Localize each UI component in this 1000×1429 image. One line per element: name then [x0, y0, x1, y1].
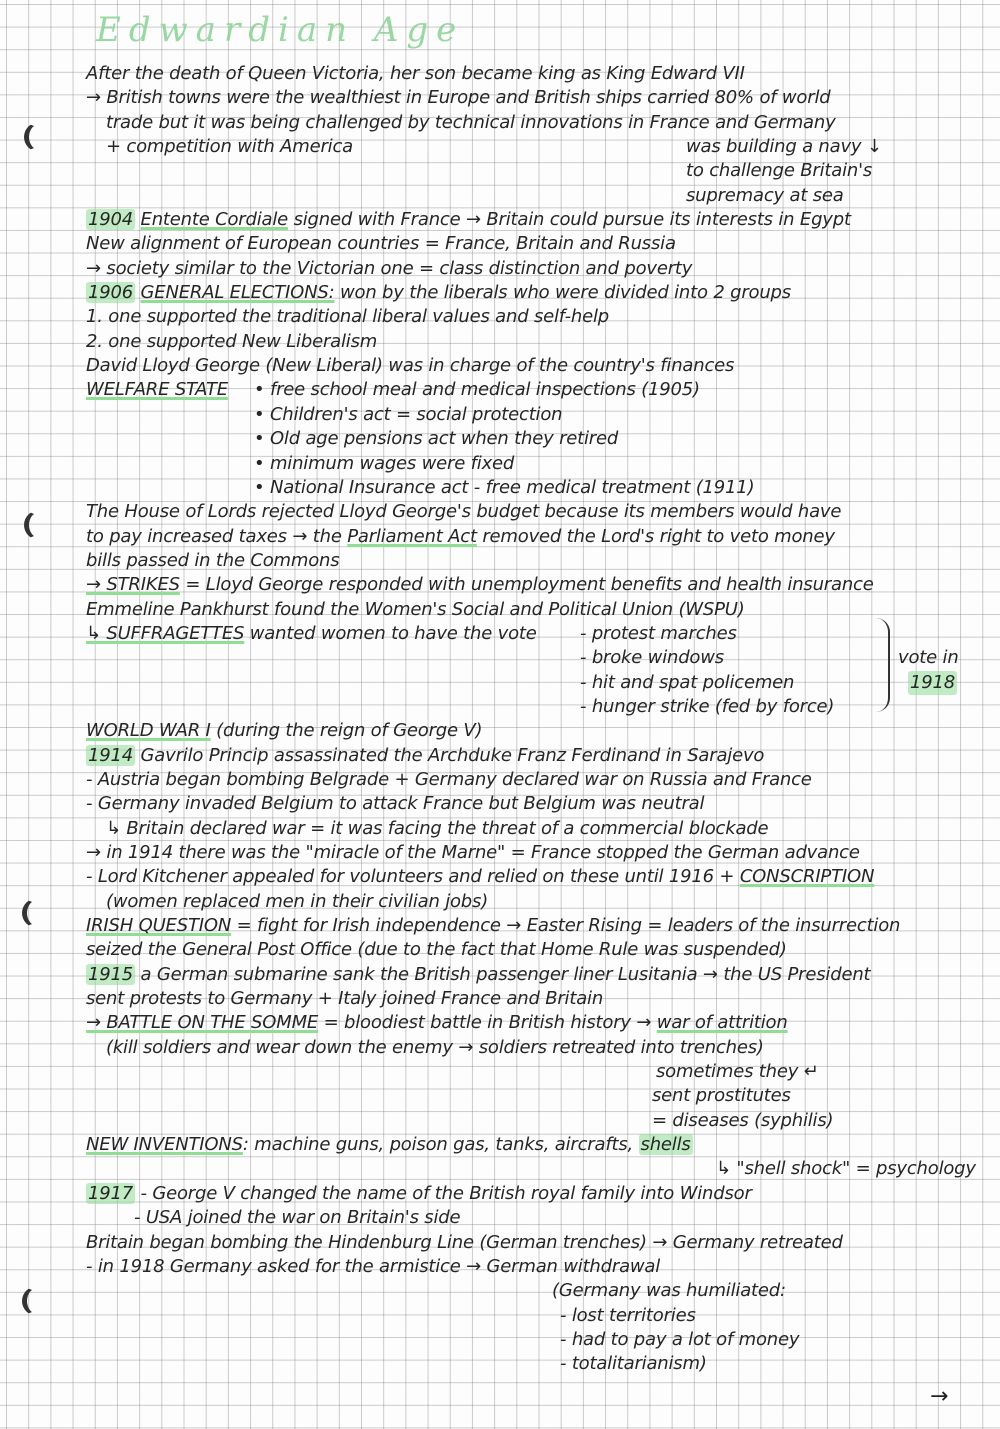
note-line: trade but it was being challenged by technical innovations in France and Germany	[106, 111, 836, 133]
note-text: - Lord Kitchener appealed for volunteers and relied on these until 1916 +	[86, 866, 735, 888]
year-highlight: 1906	[88, 282, 134, 304]
note-line	[86, 622, 986, 646]
note-text: to challenge Britain's	[686, 160, 873, 182]
note-line	[86, 695, 986, 719]
note-line	[86, 1060, 986, 1084]
term-underline: Entente Cordiale	[140, 209, 289, 231]
note-line: → society similar to the Victorian one = class distinction and poverty	[86, 257, 693, 279]
note-line	[86, 963, 986, 987]
term-underline: NEW INVENTIONS	[86, 1134, 243, 1156]
note-text: • free school meal and medical inspections (1905)	[254, 379, 700, 401]
year-highlight: 1914	[88, 744, 134, 766]
note-line	[86, 671, 986, 695]
note-text: - George V changed the name of the British royal family into Windsor	[140, 1182, 752, 1204]
note-text: wanted women to have the vote	[249, 622, 537, 644]
note-text: supremacy at sea	[686, 184, 844, 206]
note-line: (women replaced men in their civilian jobs)	[106, 890, 489, 912]
note-text: • Old age pensions act when they retired	[254, 428, 619, 450]
curly-brace	[874, 618, 890, 712]
note-line	[86, 135, 986, 159]
note-text: - had to pay a lot of money	[560, 1328, 800, 1350]
note-text: sent prostitutes	[652, 1085, 791, 1107]
note-line	[86, 525, 986, 549]
note-line	[86, 573, 986, 597]
note-text: • National Insurance act - free medical treatment (1911)	[254, 476, 755, 498]
note-line	[86, 1157, 986, 1181]
note-line: - USA joined the war on Britain's side	[134, 1207, 461, 1229]
note-line	[86, 744, 986, 768]
note-line: 1. one supported the traditional liberal values and self-help	[86, 306, 610, 328]
note-line	[86, 719, 986, 743]
note-line	[86, 452, 986, 476]
binder-hole-icon	[24, 510, 55, 540]
note-text: = diseases (syphilis)	[652, 1109, 834, 1131]
note-text: removed the Lord's right to veto money	[482, 525, 835, 547]
note-line	[86, 159, 986, 183]
note-line: → in 1914 there was the "miracle of the Marne" = France stopped the German advance	[86, 842, 860, 863]
note-text: = bloodiest battle in British history →	[323, 1012, 652, 1034]
term-underline: ↳ SUFFRAGETTES	[86, 622, 245, 644]
note-line	[86, 1279, 986, 1303]
continue-arrow-icon: →	[930, 1384, 949, 1409]
note-line	[86, 865, 986, 889]
note-text: was building a navy ↓	[686, 136, 882, 158]
note-line	[86, 1328, 986, 1352]
binder-hole-icon	[22, 898, 53, 928]
note-line	[86, 1133, 986, 1157]
notes-body	[86, 62, 986, 1377]
note-text: vote in	[898, 647, 959, 669]
note-text: a German submarine sank the British passenger liner Lusitania → the US President	[140, 963, 871, 985]
term-underline: GENERAL ELECTIONS:	[140, 282, 335, 304]
note-line: 2. one supported New Liberalism	[86, 330, 378, 352]
term-underline: WELFARE STATE	[86, 379, 228, 401]
year-highlight: 1904	[88, 209, 134, 231]
note-text: ↳ "shell shock" = psychology	[716, 1158, 976, 1180]
page-title: Edwardian Age	[96, 10, 465, 50]
note-line	[86, 1084, 986, 1108]
note-line: (kill soldiers and wear down the enemy → soldiers retreated into trenches)	[106, 1036, 764, 1058]
note-text: = fight for Irish independence → Easter Rising = leaders of the insurrection	[236, 915, 901, 937]
year-highlight: 1915	[88, 963, 134, 985]
term-underline: WORLD WAR I	[86, 720, 211, 742]
note-line	[86, 281, 986, 305]
note-text: sometimes they ↵	[656, 1061, 819, 1083]
term-underline: → STRIKES	[86, 574, 180, 596]
note-line	[86, 1109, 986, 1133]
note-text: • Children's act = social protection	[254, 403, 563, 425]
note-text: - hit and spat policemen	[580, 671, 795, 693]
note-line: - Austria began bombing Belgrade + Germany declared war on Russia and France	[86, 768, 812, 790]
year-highlight: 1918	[910, 671, 956, 693]
note-line: seized the General Post Office (due to the fact that Home Rule was suspended)	[86, 939, 787, 961]
note-text: - hunger strike (fed by force)	[580, 695, 835, 717]
binder-holes	[0, 0, 80, 1429]
note-text: signed with France → Britain could pursue its interests in Egypt	[293, 209, 851, 231]
note-line: ↳ Britain declared war = it was facing the threat of a commercial blockade	[106, 817, 769, 839]
note-text: - broke windows	[580, 647, 724, 669]
binder-hole-icon	[22, 1286, 53, 1316]
term-highlight: shells	[640, 1134, 691, 1156]
note-text: won by the liberals who were divided into 2 groups	[339, 282, 791, 304]
note-line	[86, 208, 986, 232]
term-underline: war of attrition	[656, 1012, 788, 1034]
note-line: After the death of Queen Victoria, her son became king as King Edward VII	[86, 63, 745, 84]
note-line	[86, 1304, 986, 1328]
term-underline: CONSCRIPTION	[739, 866, 875, 888]
note-line: Britain began bombing the Hindenburg Line (German trenches) → Germany retreated	[86, 1231, 843, 1253]
note-line: → British towns were the wealthiest in Europe and British ships carried 80% of world	[86, 87, 831, 109]
note-text: - protest marches	[580, 622, 737, 644]
note-text: • minimum wages were fixed	[254, 452, 515, 474]
note-line: Emmeline Pankhurst found the Women's Social and Political Union (WSPU)	[86, 598, 745, 620]
term-underline: Parliament Act	[347, 525, 477, 547]
note-line	[86, 378, 986, 402]
note-line	[86, 646, 986, 670]
note-text: - lost territories	[560, 1304, 696, 1326]
note-text: - totalitarianism)	[560, 1353, 707, 1375]
note-line	[86, 1011, 986, 1035]
note-line	[86, 403, 986, 427]
note-line: - Germany invaded Belgium to attack France but Belgium was neutral	[86, 793, 705, 815]
note-text: : machine guns, poison gas, tanks, aircrafts,	[242, 1134, 634, 1156]
note-line: New alignment of European countries = France, Britain and Russia	[86, 233, 676, 255]
note-text: (Germany was humiliated:	[552, 1280, 786, 1302]
note-text: Gavrilo Princip assassinated the Archduke Franz Ferdinand in Sarajevo	[140, 744, 765, 766]
note-line	[86, 427, 986, 451]
note-text: (during the reign of George V)	[216, 720, 483, 742]
note-text: to pay increased taxes → the	[86, 525, 342, 547]
binder-hole-icon	[24, 122, 55, 152]
note-line	[86, 1352, 986, 1376]
note-line	[86, 476, 986, 500]
note-line: sent protests to Germany + Italy joined France and Britain	[86, 988, 604, 1010]
note-line: The House of Lords rejected Lloyd George's budget because its members would have	[86, 501, 842, 523]
note-line: David Lloyd George (New Liberal) was in charge of the country's finances	[86, 355, 735, 377]
note-line: bills passed in the Commons	[86, 549, 340, 571]
term-underline: → BATTLE ON THE SOMME	[86, 1012, 319, 1034]
note-text: + competition with America	[106, 136, 353, 158]
note-line	[86, 914, 986, 938]
note-line	[86, 184, 986, 208]
note-line	[86, 1182, 986, 1206]
note-text: = Lloyd George responded with unemployment benefits and health insurance	[185, 574, 874, 596]
note-line: - in 1918 Germany asked for the armistice → German withdrawal	[86, 1255, 661, 1277]
term-underline: IRISH QUESTION	[86, 915, 232, 937]
year-highlight: 1917	[88, 1182, 134, 1204]
